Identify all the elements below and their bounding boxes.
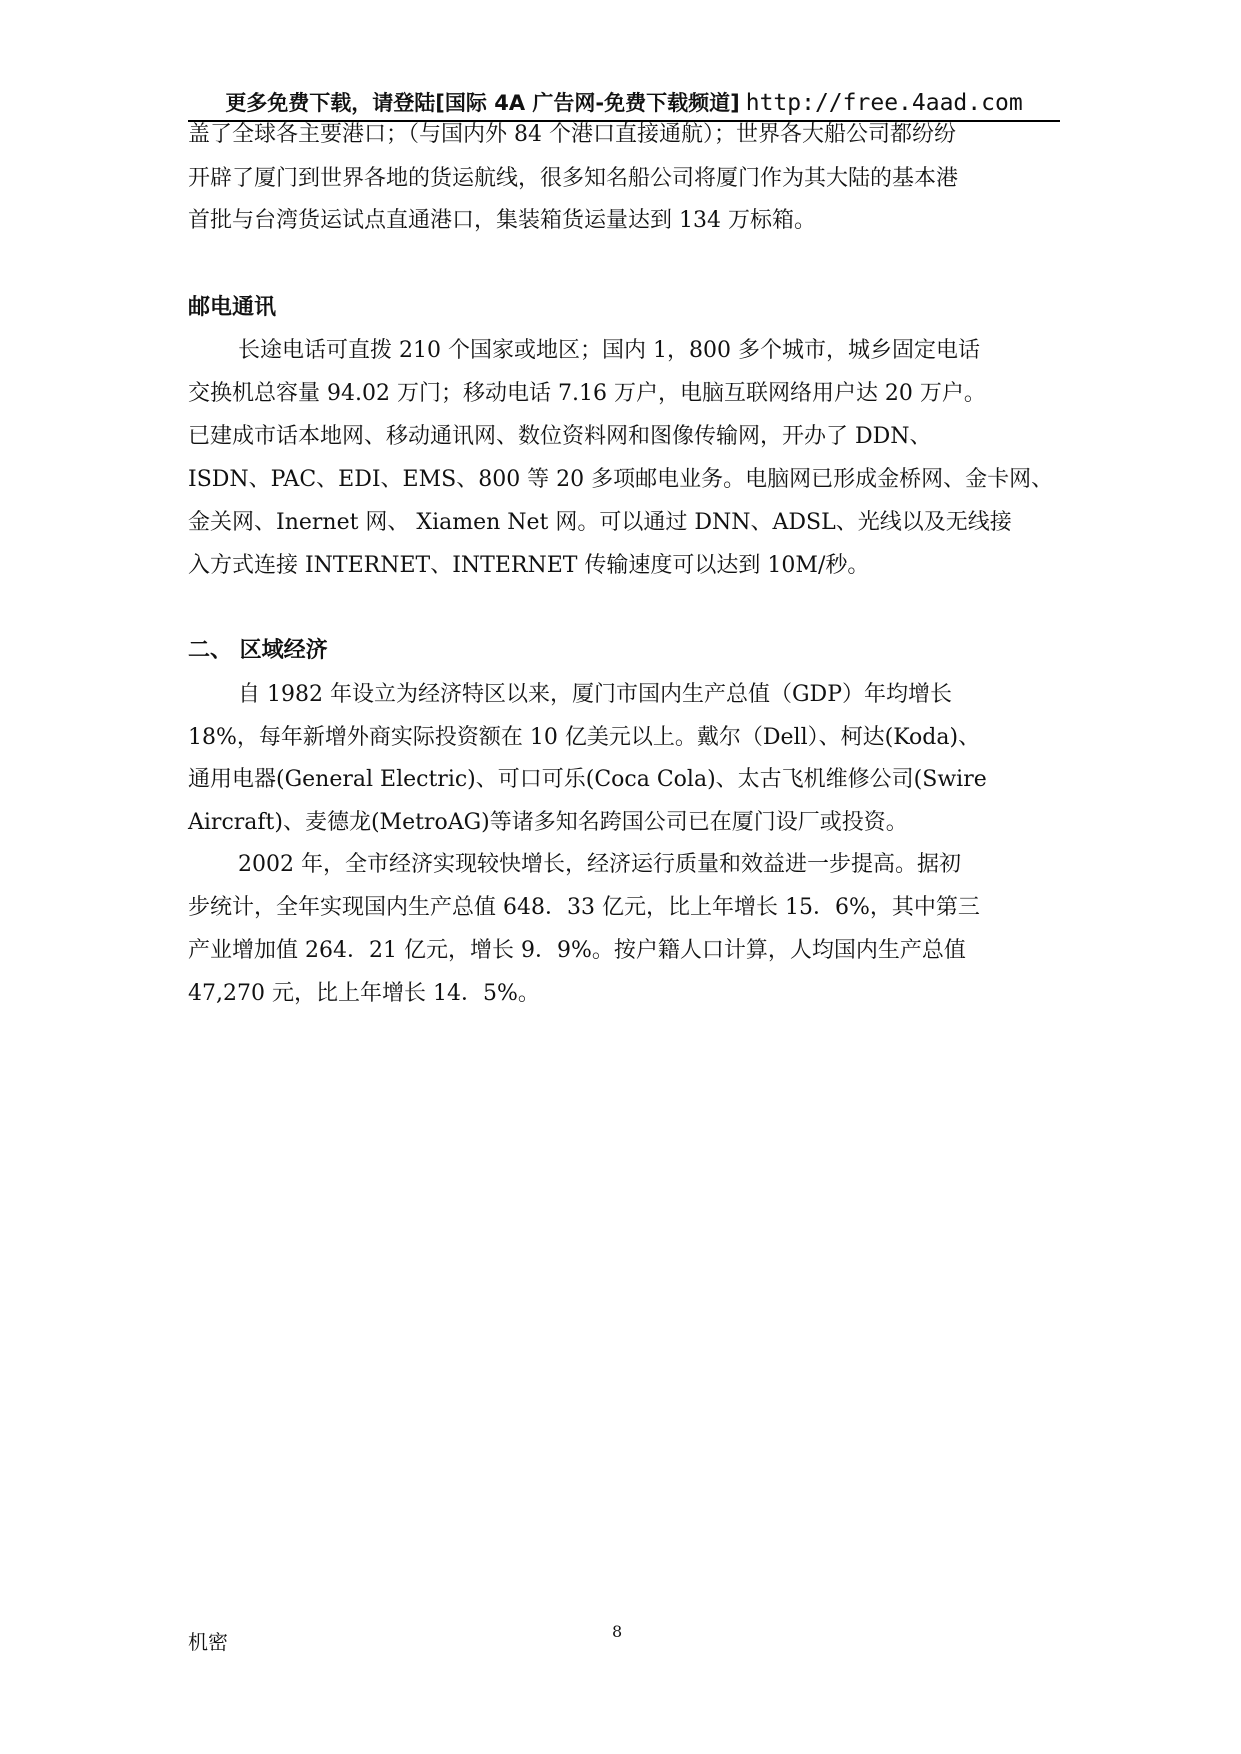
paragraph-line: 通用电器(General Electric)、可口可乐(Coca Cola)、太古飞机维修公司(Swire xyxy=(188,767,987,792)
paragraph-line: 47,270 元，比上年增长 14．5%。 xyxy=(188,981,540,1006)
paragraph-line: 盖了全球各主要港口；（与国内外 84 个港口直接通航）；世界各大船公司都纷纷 xyxy=(188,122,956,147)
paragraph-line: 长途电话可直拨 210 个国家或地区；国内 1，800 多个城市，城乡固定电话 xyxy=(238,338,980,363)
paragraph-line: 已建成市话本地网、移动通讯网、数位资料网和图像传输网，开办了 DDN、 xyxy=(188,424,932,449)
header-url[interactable]: http://free.4aad.com xyxy=(745,90,1023,116)
paragraph-line: 金关网、Inernet 网、 Xiamen Net 网。可以通过 DNN、ADSL、光线以及无线接 xyxy=(188,510,1012,535)
paragraph-line: 产业增加值 264．21 亿元，增长 9．9%。按户籍人口计算，人均国内生产总值 xyxy=(188,938,966,963)
paragraph-line: 首批与台湾货运试点直通港口，集装箱货运量达到 134 万标箱。 xyxy=(188,208,816,233)
paragraph-line: 自 1982 年设立为经济特区以来，厦门市国内生产总值（GDP）年均增长 xyxy=(238,682,952,707)
header-text: 更多免费下载，请登陆[国际 4A 广告网-免费下载频道] xyxy=(225,91,740,115)
paragraph-line: ISDN、PAC、EDI、EMS、800 等 20 多项邮电业务。电脑网已形成金桥网、金卡网、 xyxy=(188,467,1054,492)
paragraph-line: 入方式连接 INTERNET、INTERNET 传输速度可以达到 10M/秒。 xyxy=(188,553,870,578)
paragraph-line: 步统计，全年实现国内生产总值 648．33 亿元，比上年增长 15．6%，其中第三 xyxy=(188,895,980,920)
section-heading-economy: 二、 区域经济 xyxy=(188,638,328,663)
paragraph-line: 开辟了厦门到世界各地的货运航线，很多知名船公司将厦门作为其大陆的基本港 xyxy=(188,166,959,191)
paragraph-line: 18%，每年新增外商实际投资额在 10 亿美元以上。戴尔（Dell）、柯达(Koda)、 xyxy=(188,725,981,750)
footer-confidential-label: 机密 xyxy=(188,1630,228,1654)
page-header xyxy=(188,86,1060,122)
paragraph-line: 交换机总容量 94.02 万门；移动电话 7.16 万户，电脑互联网络用户达 20 万户。 xyxy=(188,381,986,406)
paragraph-line: 2002 年，全市经济实现较快增长，经济运行质量和效益进一步提高。据初 xyxy=(238,852,961,877)
paragraph-line: Aircraft)、麦德龙(MetroAG)等诸多知名跨国公司已在厦门设厂或投资。 xyxy=(188,810,908,835)
page-number: 8 xyxy=(612,1622,623,1641)
section-heading-post: 邮电通讯 xyxy=(188,295,277,320)
